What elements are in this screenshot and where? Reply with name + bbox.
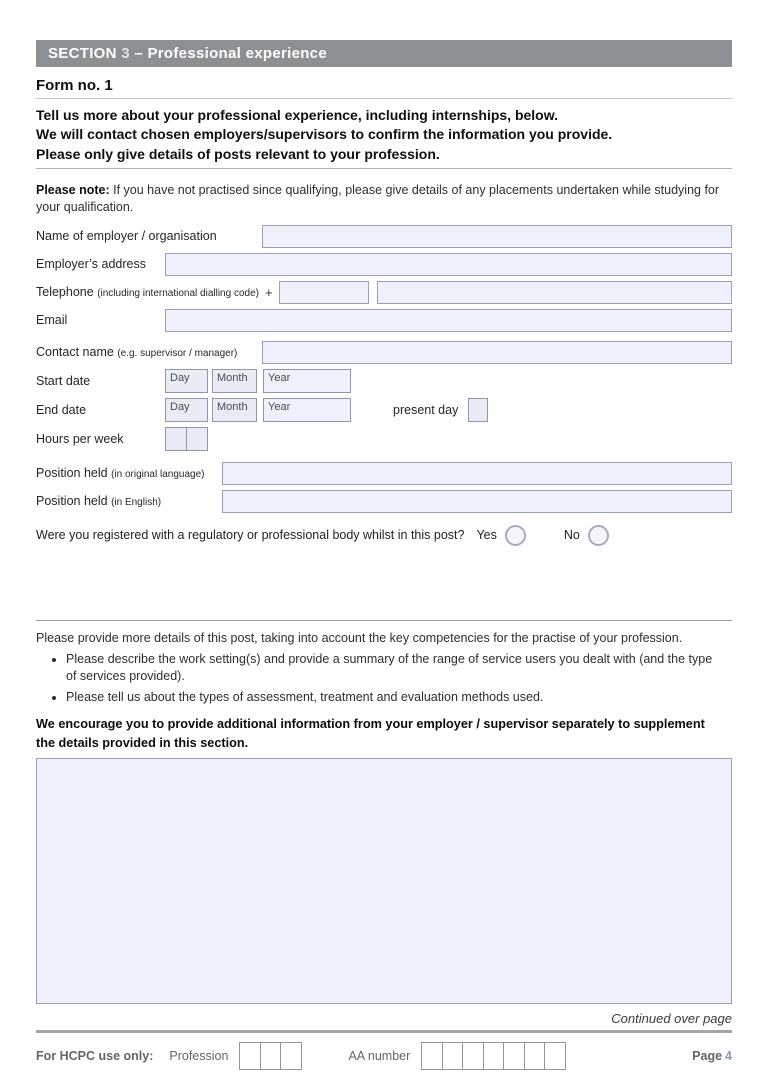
employer-name-input[interactable] bbox=[262, 225, 732, 248]
details-bullet-list bbox=[36, 651, 732, 707]
page-label: Page bbox=[692, 1049, 723, 1064]
hcpc-use-only-label: For HCPC use only: bbox=[36, 1049, 154, 1064]
telephone-label: Telephone (including international dialling code) bbox=[36, 285, 259, 300]
start-date-row bbox=[36, 369, 732, 393]
present-day-checkbox[interactable] bbox=[468, 398, 488, 422]
no-radio[interactable] bbox=[588, 525, 609, 546]
section-title: – Professional experience bbox=[134, 45, 327, 62]
profession-label: Profession bbox=[169, 1049, 229, 1064]
yes-label: Yes bbox=[476, 528, 497, 543]
section-header bbox=[36, 40, 732, 67]
position-original-label: Position held (in original language) bbox=[36, 466, 205, 481]
char-box[interactable] bbox=[260, 1042, 282, 1070]
divider bbox=[36, 620, 732, 621]
intro-text bbox=[36, 106, 732, 164]
position-original-input[interactable] bbox=[222, 462, 732, 485]
section-label: SECTION bbox=[48, 45, 117, 62]
footer bbox=[36, 1042, 732, 1070]
hours-digit-box[interactable] bbox=[186, 427, 208, 451]
dialling-code-input[interactable] bbox=[279, 281, 369, 304]
please-note-label: Please note: bbox=[36, 182, 110, 197]
encourage-text: We encourage you to provide additional information from your employer / supervisor separately to supplement the details provided in this section. bbox=[36, 717, 705, 750]
email-row bbox=[36, 309, 732, 332]
bullet-item: • Please tell us about the types of assessment, treatment and evaluation methods used. bbox=[66, 689, 726, 707]
aa-number-label: AA number bbox=[348, 1049, 411, 1064]
end-date-label: End date bbox=[36, 402, 87, 417]
start-month-box[interactable]: Month bbox=[212, 369, 257, 393]
char-box[interactable] bbox=[280, 1042, 302, 1070]
page-number bbox=[692, 1049, 732, 1063]
details-textarea[interactable] bbox=[36, 758, 732, 1004]
divider bbox=[36, 168, 732, 169]
profession-boxes bbox=[239, 1042, 302, 1070]
char-box[interactable] bbox=[503, 1042, 525, 1070]
contact-name-input[interactable] bbox=[262, 341, 732, 364]
hours-row bbox=[36, 427, 732, 451]
char-box[interactable] bbox=[421, 1042, 443, 1070]
hours-digit-box[interactable] bbox=[165, 427, 187, 451]
registered-question-text: Were you registered with a regulatory or professional body whilst in this post? bbox=[36, 528, 465, 543]
char-box[interactable] bbox=[544, 1042, 566, 1070]
position-english-row bbox=[36, 490, 732, 513]
email-label: Email bbox=[36, 313, 68, 328]
telephone-number-input[interactable] bbox=[377, 281, 732, 304]
end-month-box[interactable]: Month bbox=[212, 398, 257, 422]
start-day-box[interactable]: Day bbox=[165, 369, 208, 393]
intro-line-2: We will contact chosen employers/supervisors to confirm the information you provide. bbox=[36, 126, 613, 143]
contact-name-row bbox=[36, 341, 732, 364]
contact-name-label: Contact name (e.g. supervisor / manager) bbox=[36, 345, 238, 360]
section-number: 3 bbox=[121, 45, 130, 62]
contact-name-label-note: (e.g. supervisor / manager) bbox=[117, 348, 238, 360]
start-year-box[interactable]: Year bbox=[263, 369, 351, 393]
hours-input-boxes[interactable] bbox=[165, 427, 208, 451]
hours-label: Hours per week bbox=[36, 431, 124, 446]
start-date-label: Start date bbox=[36, 373, 91, 388]
present-day-label: present day bbox=[393, 402, 459, 417]
employer-name-label: Name of employer / organisation bbox=[36, 229, 217, 244]
footer-divider bbox=[36, 1030, 732, 1033]
details-intro: Please provide more details of this post, taking into account the key competencies for the practise of your profession. bbox=[36, 630, 683, 645]
char-box[interactable] bbox=[442, 1042, 464, 1070]
employer-address-row bbox=[36, 253, 732, 276]
end-date-row bbox=[36, 398, 732, 422]
registered-question-row bbox=[36, 525, 732, 546]
char-box[interactable] bbox=[483, 1042, 505, 1070]
continued-over-page: Continued over page bbox=[611, 1011, 732, 1027]
position-original-label-note: (in original language) bbox=[111, 469, 205, 481]
employer-name-row bbox=[36, 225, 732, 248]
aa-number-boxes bbox=[421, 1042, 566, 1070]
position-original-row bbox=[36, 462, 732, 485]
form-number-heading: Form no. 1 bbox=[36, 77, 113, 94]
intro-line-1: Tell us more about your professional experience, including internships, below. bbox=[36, 107, 558, 123]
divider bbox=[36, 98, 732, 99]
plus-sign: + bbox=[264, 284, 273, 300]
position-english-label-note: (in English) bbox=[111, 497, 162, 509]
end-year-box[interactable]: Year bbox=[263, 398, 351, 422]
position-english-input[interactable] bbox=[222, 490, 732, 513]
position-english-label: Position held (in English) bbox=[36, 494, 162, 509]
please-note bbox=[36, 182, 732, 217]
telephone-label-note: (including international dialling code) bbox=[97, 288, 259, 300]
end-day-box[interactable]: Day bbox=[165, 398, 208, 422]
telephone-row bbox=[36, 281, 732, 304]
page-number-value: 4 bbox=[725, 1049, 732, 1064]
yes-radio[interactable] bbox=[505, 525, 526, 546]
char-box[interactable] bbox=[462, 1042, 484, 1070]
employer-address-label: Employer’s address bbox=[36, 257, 147, 272]
employer-address-input[interactable] bbox=[165, 253, 732, 276]
char-box[interactable] bbox=[524, 1042, 546, 1070]
please-note-text: If you have not practised since qualifying, please give details of any placements undertaken while studying for your qualification. bbox=[36, 182, 720, 215]
intro-line-3: Please only give details of posts relevant to your profession. bbox=[36, 145, 440, 162]
bullet-item: • Please describe the work setting(s) and provide a summary of the range of service users you dealt with (and the type of services provided). bbox=[66, 651, 726, 686]
char-box[interactable] bbox=[239, 1042, 261, 1070]
no-label: No bbox=[563, 528, 580, 543]
email-input[interactable] bbox=[165, 309, 732, 332]
